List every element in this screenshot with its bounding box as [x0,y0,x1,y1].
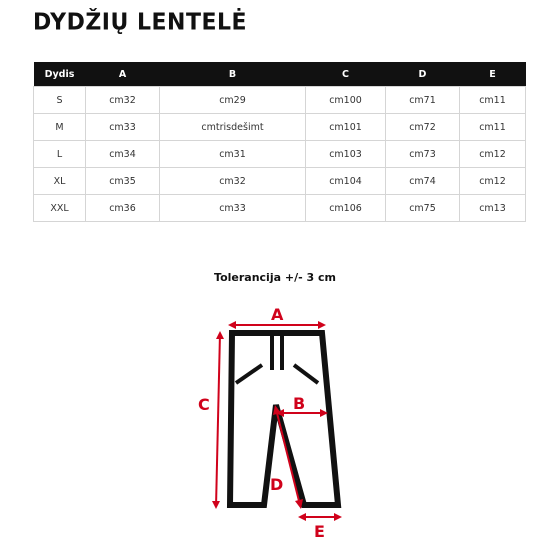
table-cell: cm75 [386,195,460,222]
table-cell: cm35 [86,168,160,195]
table-cell: XL [34,168,86,195]
table-cell: cm29 [160,87,306,114]
table-cell: cm104 [306,168,386,195]
size-table [33,62,526,222]
table-cell: cm33 [160,195,306,222]
table-cell: cm12 [460,168,526,195]
dimension-e [298,513,342,521]
header-c: C [306,62,386,87]
table-row [34,195,526,222]
pants-measurement-diagram [180,295,370,545]
table-cell: cm13 [460,195,526,222]
header-b: B [160,62,306,87]
table-cell: cm101 [306,114,386,141]
table-row [34,141,526,168]
tolerance-note: Tolerancija +/- 3 cm [214,271,336,284]
table-row [34,168,526,195]
page-title: DYDŽIŲ LENTELĖ [33,9,248,36]
table-cell: cm71 [386,87,460,114]
table-cell: cm72 [386,114,460,141]
table-cell: cm106 [306,195,386,222]
table-cell: L [34,141,86,168]
label-c: C [198,395,210,414]
table-cell: cm11 [460,87,526,114]
label-d: D [270,475,284,494]
table-row [34,87,526,114]
label-b: B [293,394,306,413]
header-a: A [86,62,160,87]
table-cell: cm103 [306,141,386,168]
dimension-c [212,331,224,509]
table-cell: cm34 [86,141,160,168]
header-size: Dydis [34,62,86,87]
label-e: E [314,522,325,541]
table-cell: cm74 [386,168,460,195]
table-cell: cm32 [86,87,160,114]
table-header-row [34,62,526,87]
table-cell: cm31 [160,141,306,168]
label-a: A [271,305,284,324]
table-cell: cm73 [386,141,460,168]
table-cell: cmtrisdešimt [160,114,306,141]
header-d: D [386,62,460,87]
table-cell: M [34,114,86,141]
header-e: E [460,62,526,87]
table-cell: XXL [34,195,86,222]
table-cell: cm32 [160,168,306,195]
table-row [34,114,526,141]
table-cell: cm12 [460,141,526,168]
table-cell: cm36 [86,195,160,222]
table-cell: S [34,87,86,114]
table-cell: cm33 [86,114,160,141]
table-cell: cm100 [306,87,386,114]
pants-details [236,335,318,383]
table-cell: cm11 [460,114,526,141]
